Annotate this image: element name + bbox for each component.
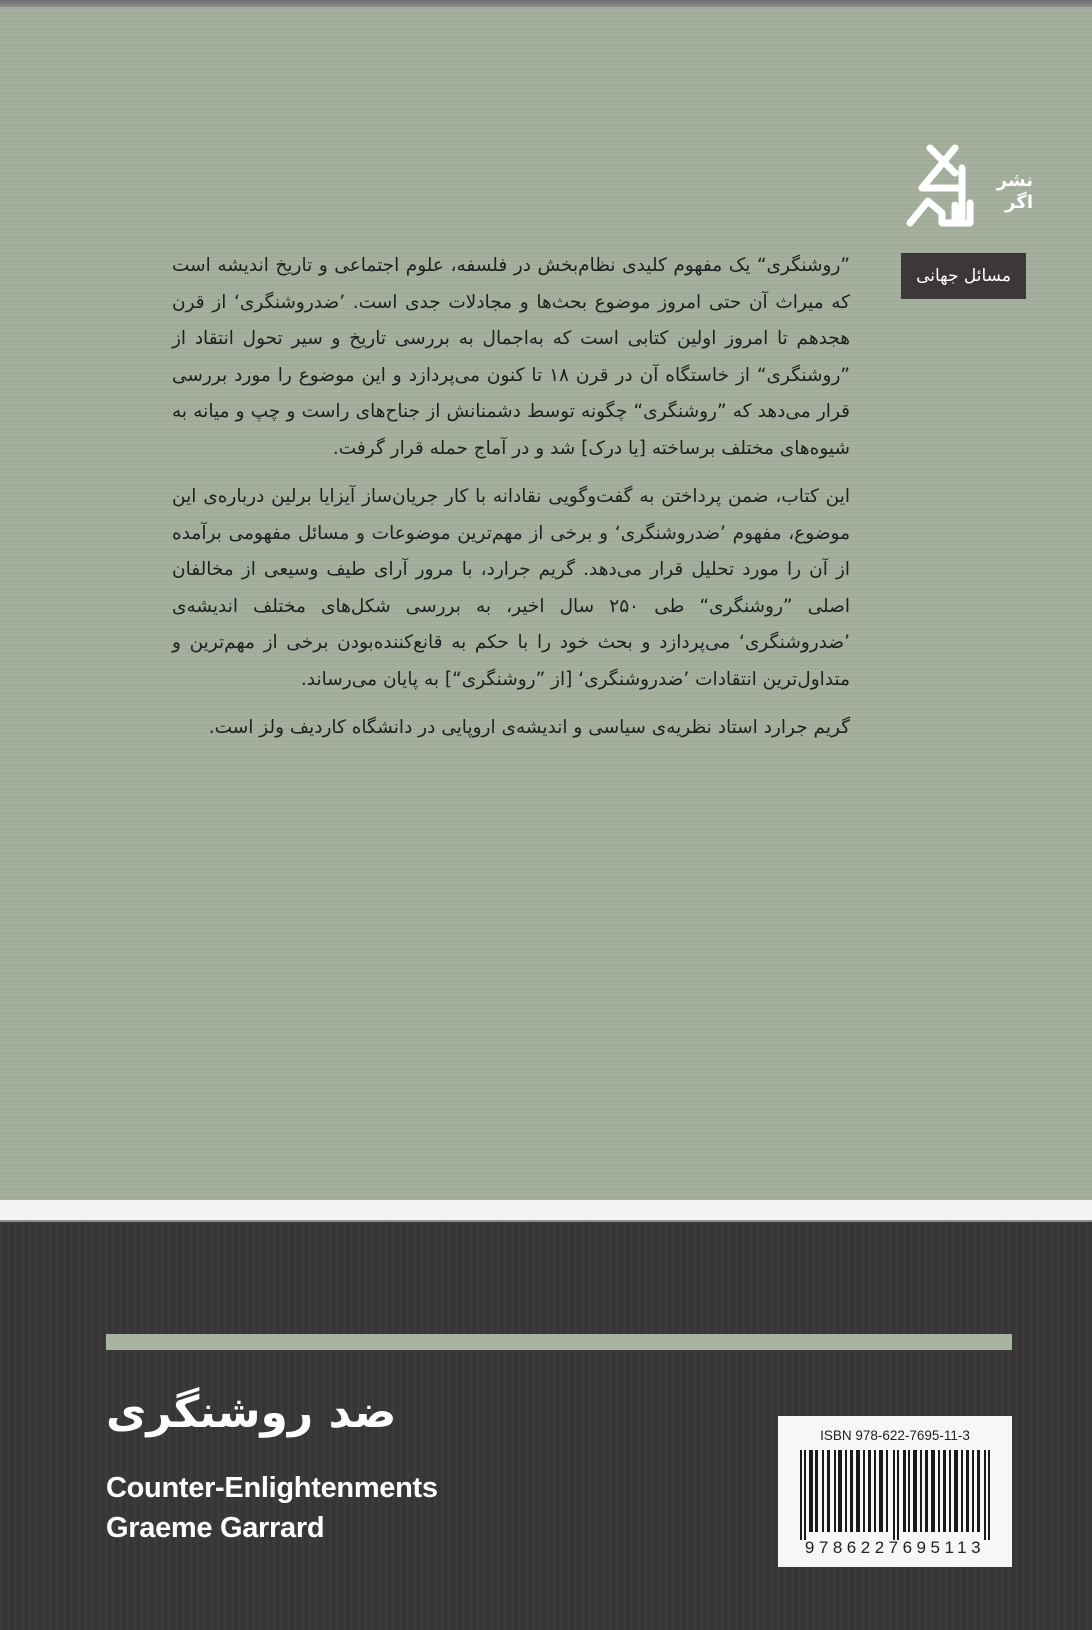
blurb-paragraph: ”روشنگری“ یک مفهوم کلیدی نظام‌بخش در فلسفه، علوم اجتماعی و تاریخ اندیشه است که میراث آن حتی امروز موضوع بحث‌ها و مجادلات جدی است. ’ضدروشنگری‘ از قرن هجدهم تا امروز اولین کتابی است که به‌اجمال به بررسی تاریخ و سیر تحول انتقاد از ”روشنگری“ از خاستگاه آن در قرن ۱۸ تا کنون می‌پردازد و این موضوع را مورد بررسی قرار می‌دهد که ”روشنگری“ چگونه توسط دشمنانش از جناح‌های راست و چپ و میانه به شیوه‌های مختلف برساخته [یا درک] شد و در آماج حمله قرار گرفت. — [172, 255, 850, 459]
publisher-name — [983, 170, 1033, 214]
author-name: Graeme Garrard — [106, 1512, 325, 1544]
barcode-icon — [800, 1450, 992, 1540]
book-title-english: Counter-Enlightenments — [106, 1472, 438, 1504]
back-cover-blurb — [172, 248, 850, 759]
publisher-name-line2: اگر — [1005, 192, 1033, 213]
barcode-label — [778, 1416, 1012, 1567]
separator-strip — [0, 1200, 1092, 1222]
barcode-digits: 9786227695113 — [804, 1538, 986, 1557]
green-divider-band — [106, 1334, 1012, 1350]
scan-top-edge — [0, 0, 1092, 7]
blurb-paragraph: این کتاب، ضمن پرداختن به گفت‌وگویی نقادانه با کار جریان‌ساز آیزایا برلین درباره‌ی این موضوع، مفهوم ’ضدروشنگری‘ و برخی از مهم‌ترین موضوعات و مسائل مفهومی برآمده از آن را مورد تحلیل قرار می‌دهد. گریم جرارد، با مرور آرای طیف وسیعی از مخالفان اصلی ”روشنگری“ طی ۲۵۰ سال اخیر، به بررسی شکل‌های مختلف اندیشه‌ی ’ضدروشنگری‘ می‌پردازد و بحث خود را با حکم به قانع‌کننده‌بودن برخی از مهم‌ترین و متداول‌ترین انتقادات ’ضدروشنگری‘ [از ”روشنگری“] به پایان می‌رساند. — [172, 486, 850, 690]
blurb-paragraph: گریم جرارد استاد نظریه‌ی سیاسی و اندیشه‌ی اروپایی در دانشگاه کاردیف ولز است. — [208, 717, 850, 738]
publisher-name-line1: نشر — [996, 170, 1033, 191]
series-badge: مسائل جهانی — [901, 253, 1026, 299]
book-title-persian: ضد روشنگری — [106, 1387, 397, 1438]
isbn-text: ISBN 978-622-7695-11-3 — [820, 1428, 970, 1443]
